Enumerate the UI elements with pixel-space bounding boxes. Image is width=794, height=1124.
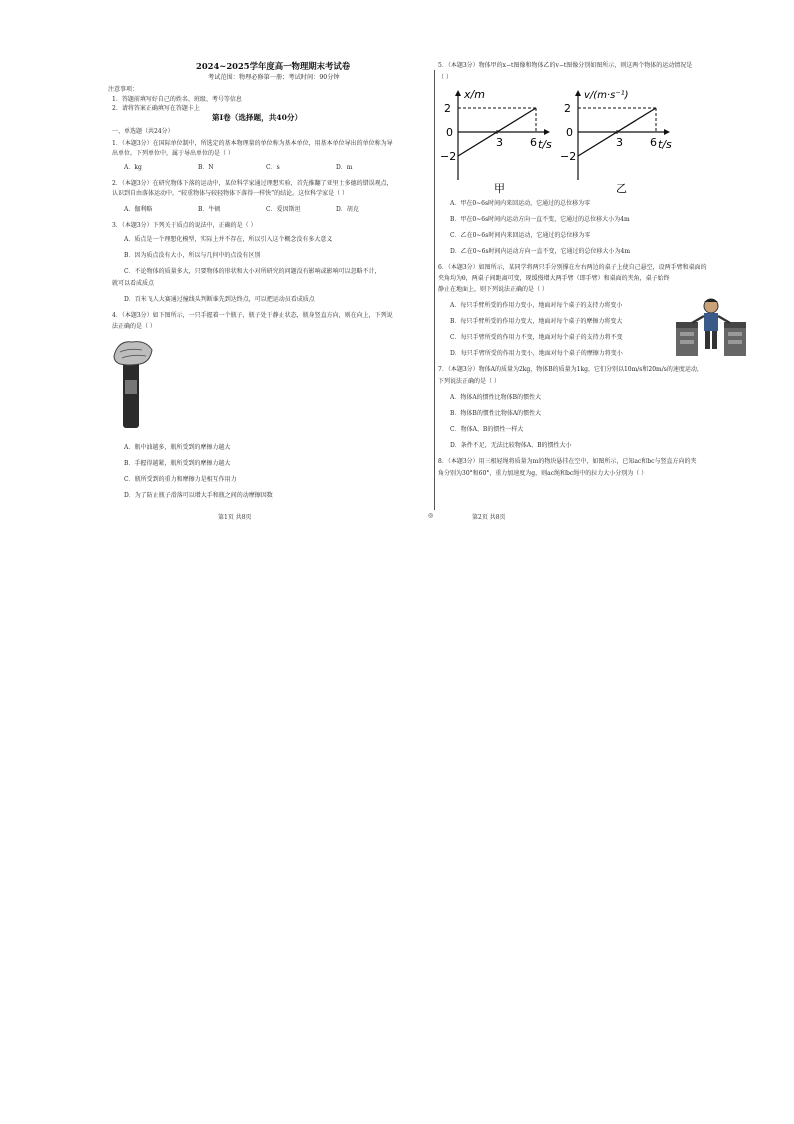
question-8-stem: 8．（本题3分）用三根轻绳将质量为m的物块悬挂在空中，如图所示，已知ac和bc与竖直方向的夹: [438, 458, 697, 465]
question-4-option: C．瓶所受到的重力和摩擦力是相互作用力: [124, 476, 237, 483]
question-6-stem: 静止在地面上，则下列说法正确的是（ ）: [438, 286, 548, 293]
question-6-stem: 夹角均为θ，两桌子间距离可变，现缓慢增大两手臂（即手臂）和桌面的夹角，桌子始终: [438, 275, 670, 282]
question-4-option: B．手握得越紧，瓶所受到的摩擦力越大: [124, 460, 231, 467]
y-tick-label: −2: [560, 150, 577, 163]
question-6-option: A．每只手臂所受的作用力变小，地面对每个桌子的支持力将变小: [450, 302, 623, 309]
question-2-option: C．爱因斯坦: [266, 206, 301, 213]
question-3-option: A．质点是一个理想化模型，实际上并不存在，所以引入这个概念没有多大意义: [124, 236, 333, 243]
footer-left-page: 第1页 共8页: [218, 514, 252, 521]
question-6-option: C．每只手臂所受的作用力不变，地面对每个桌子的支持力将不变: [450, 334, 623, 341]
x-tick-label: 6: [650, 136, 657, 149]
y-tick-label: 2: [564, 102, 571, 115]
x-axis-arrow: [664, 129, 670, 135]
x-tick-label: 3: [616, 136, 623, 149]
question-4-option: D．为了防止瓶子滑落可以增大手和瓶之间的动摩擦因数: [124, 492, 273, 499]
graph-caption: 甲: [494, 182, 505, 195]
question-2-option: D．胡克: [336, 206, 359, 213]
question-5-stem: （ ）: [438, 74, 452, 81]
x-tick-label: 6: [530, 136, 537, 149]
question-4-stem: 4．（本题3分）如下图所示，一只手握着一个瓶子，瓶子处于静止状态，瓶身竖直方向，则在向上，下列说: [112, 312, 393, 319]
question-7-stem: 7．（本题3分）物体A的质量为2kg，物体B的质量为1kg，它们分别以10m/s和20m/s的速度运动，: [438, 366, 703, 373]
question-6-option: D．每只手臂所受的作用力变小，地面对每个桌子的摩擦力将变小: [450, 350, 623, 357]
hand-bottle-figure: [112, 336, 154, 432]
x-tick-label: 3: [496, 136, 503, 149]
y-axis-arrow: [455, 90, 461, 96]
question-7-option: D．条件不足，无法比较物体A、B的惯性大小: [450, 442, 572, 449]
note-item: 2．请将答案正确填写在答题卡上: [112, 105, 200, 112]
question-4-stem: 法正确的是（ ）: [112, 323, 156, 330]
person-desks-figure: [676, 296, 746, 358]
note-item: 1．答题前填写好自己的姓名、班级、考号等信息: [112, 96, 242, 103]
question-7-option: C．物体A、B的惯性一样大: [450, 426, 524, 433]
y-axis-arrow: [575, 90, 581, 96]
question-1-option: D．m: [336, 164, 353, 171]
question-2-stem: 认识到自由落体运动中，“较重物体与较轻物体下落得一样快”的结论。这位科学家是（ ）: [112, 190, 349, 197]
x-axis-arrow: [544, 129, 550, 135]
y-tick-label: 0: [566, 126, 573, 139]
question-5-option: D．乙在0~6s时间内运动方向一直不变，它通过的总位移大小为4m: [450, 248, 631, 255]
y-axis-label: x/m: [464, 88, 485, 101]
footer-center-mark: ◎: [428, 512, 434, 519]
footer-right-page: 第2页 共8页: [472, 514, 506, 521]
question-1-stem: 出单位。下列单位中，属于导出单位的是（ ）: [112, 150, 234, 157]
question-5-option: C．乙在0~6s时间内来回运动，它通过的总位移为零: [450, 232, 591, 239]
question-3-option: D．百米飞人大赛通过撞线头判断谁先到达终点，可以把运动员看成质点: [124, 296, 315, 303]
y-tick-label: 0: [446, 126, 453, 139]
y-tick-label: −2: [440, 150, 457, 163]
question-2-stem: 2．（本题3分）在研究物体下落的运动中，某位科学家通过理想实验，首先推翻了亚里士多德的错误观点，: [112, 180, 393, 187]
question-4-option: A．瓶中油越多，瓶所受到的摩擦力越大: [124, 444, 231, 451]
question-6-stem: 6．（本题3分）如图所示，某同学将两只手分别撑在左右两边的桌子上使自己悬空，设两手臂和桌面的: [438, 264, 707, 271]
y-axis-label: v/(m·s⁻¹): [584, 90, 629, 101]
exam-sheet: [108, 56, 778, 520]
question-5-option: A．甲在0~6s时间内来回运动，它通过的总位移为零: [450, 200, 591, 207]
graph-yi: [558, 84, 688, 196]
column-divider: [434, 70, 435, 510]
question-1-option: A．kg: [124, 164, 142, 171]
question-3-option: C．不论物体的质量多大，只要物体的形状和大小对所研究的问题没有影响或影响可以忽略不计，: [124, 268, 381, 275]
y-tick-label: 2: [444, 102, 451, 115]
question-1-stem: 1．（本题3分）在国际单位制中，所选定的基本物理量的单位称为基本单位，用基本单位导出的单位称为导: [112, 140, 393, 147]
x-axis-label: t/s: [658, 138, 672, 151]
question-1-option: B．N: [198, 164, 214, 171]
question-3-stem: 3．（本题3分）下列关于质点的说法中，正确的是（ ）: [112, 222, 257, 229]
question-6-option: B．每只手臂所受的作用力变大，地面对每个桌子的摩擦力将变大: [450, 318, 623, 325]
question-5-stem: 5．（本题3分）物体甲的x−t图像和物体乙的v−t图像分别如图所示，则这两个物体的运动情况是: [438, 62, 693, 69]
part-label: 一、单选题（共24分）: [112, 128, 174, 135]
question-7-stem: 下列说法正确的是（ ）: [438, 378, 500, 385]
question-7-option: B．物体B的惯性比物体A的惯性大: [450, 410, 542, 417]
question-5-option: B．甲在0~6s时间内运动方向一直不变，它通过的总位移大小为4m: [450, 216, 630, 223]
question-2-option: B．牛顿: [198, 206, 221, 213]
section-title: 第Ⅰ卷（选择题，共40分）: [212, 113, 303, 122]
question-8-stem: 角分别为30°和60°，重力加速度为g，则ac绳和bc绳中的拉力大小分别为（ ）: [438, 470, 648, 477]
graph-caption: 乙: [616, 182, 627, 195]
exam-info: 考试范围：物理必修第一册；考试时间：90分钟: [208, 74, 340, 81]
graph-jia: [438, 84, 558, 196]
exam-title: 2024~2025学年度高一物理期末考试卷: [196, 61, 351, 71]
question-3-option: 就可以看成质点: [112, 280, 155, 287]
notes-label: 注意事项：: [108, 86, 139, 93]
question-7-option: A．物体A的惯性比物体B的惯性大: [450, 394, 542, 401]
x-axis-label: t/s: [538, 138, 552, 151]
question-2-option: A．伽利略: [124, 206, 153, 213]
question-3-option: B．因为质点没有大小，所以与几何中的点没有区别: [124, 252, 261, 259]
question-1-option: C．s: [266, 164, 280, 171]
